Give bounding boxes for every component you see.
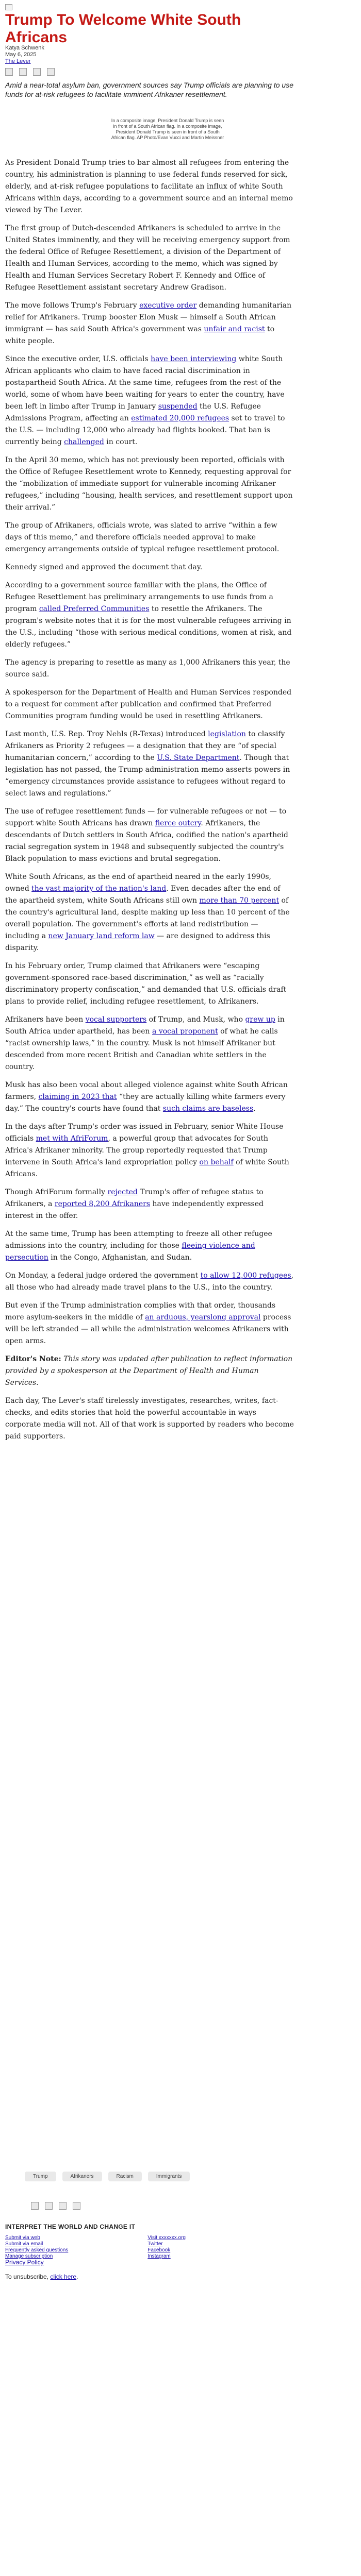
publish-date: May 6, 2025 bbox=[5, 52, 37, 58]
footer bbox=[5, 2223, 294, 2260]
paragraph: In the April 30 memo, which has not previously been reported, officials with the Office of Refugee Resettlement wrote to Kennedy, requesting approval for the “mobilization of immediate support for vulnerable incoming Afrikaner refugees,” including “housing, health services, and resettlement support upon their arrival.” bbox=[5, 456, 293, 512]
inline-link[interactable]: new January land reform law bbox=[48, 932, 155, 940]
visit-site-link[interactable]: Visit xxxxxxx.org bbox=[147, 2235, 186, 2241]
paragraph: Though AfriForum formally rejected Trump's offer of refugee status to Afrikaners, a reported 8,200 Afrikaners have independently expressed interest in the offer. bbox=[5, 1188, 264, 1220]
twitter-icon[interactable] bbox=[45, 2202, 53, 2210]
inline-link[interactable]: suspended bbox=[158, 402, 198, 411]
inline-link[interactable]: reported 8,200 Afrikaners bbox=[54, 1200, 151, 1208]
inline-link[interactable]: fierce outcry bbox=[155, 819, 201, 827]
link-icon[interactable] bbox=[73, 2202, 80, 2210]
paragraph: The move follows Trump's February executive order demanding humanitarian relief for Afrikaners. Trump booster Elon Musk — himself a South African immigrant — has said South Africa's government was unfair and racist to white people. bbox=[5, 301, 292, 345]
inline-link[interactable]: fleeing violence and persecution bbox=[5, 1242, 255, 1262]
paragraph: As President Donald Trump tries to bar almost all refugees from entering the country, his administration is planning to use federal funds reserved for sick, elderly, and at-risk refugee populations to facilitate an influx of white South Africans within days, according to a government source and an internal memo viewed by The Lever. bbox=[5, 159, 293, 214]
inline-link[interactable]: executive order bbox=[139, 301, 197, 310]
article-meta bbox=[5, 45, 44, 65]
paragraph: But even if the Trump administration complies with that order, thousands more asylum-seekers in the middle of an arduous, yearslong approval process will be left stranded — all while the administration welcomes Afrikaners with open arms. bbox=[5, 1301, 291, 1345]
paragraph: The use of refugee resettlement funds — for vulnerable refugees or not — to support white South Africans has drawn fierce outcry. Afrikaners, the descendants of Dutch settlers in South Africa, codified the nation's apartheid racial segregation system in 1948 and subsequently subjected the country's Black population to mass evictions and brutal segregation. bbox=[5, 807, 288, 863]
article-title[interactable]: Trump To Welcome White South Africans bbox=[5, 11, 241, 46]
inline-link[interactable]: have been interviewing bbox=[151, 355, 237, 363]
submit-web-link[interactable]: Submit via web bbox=[5, 2235, 40, 2241]
inline-link[interactable]: met with AfriForum bbox=[36, 1134, 108, 1143]
paragraph: Musk has also been vocal about alleged violence against white South African farmers, claiming in 2023 that “they are actually killing white farmers every day.” The country's courts have found that such claims are baseless. bbox=[5, 1081, 288, 1113]
paragraph: Last month, U.S. Rep. Troy Nehls (R-Texas) introduced legislation to classify Afrikaners as Priority 2 refugees — a designation that they are “of special humanitarian concern,” according to the U.S. State Department. Though that legislation has not passed, the Trump administration memo asserts powers in “emergency circumstances provide assistance to refugees without regard to select laws and regulations.” bbox=[5, 730, 290, 798]
paragraph: The first group of Dutch-descended Afrikaners is scheduled to arrive in the United States imminently, and they will be receiving emergency support from the federal Office of Refugee Resettlement, a division of the Department of Health and Human Services, according to the memo, which was signed by Health and Human Services Secretary Robert F. Kennedy and Office of Refugee Resettlement assistant secretary Andrew Gradison. bbox=[5, 224, 290, 292]
tag-list bbox=[25, 2172, 267, 2181]
inline-link[interactable]: an arduous, yearslong approval bbox=[145, 1313, 261, 1321]
inline-link[interactable]: vocal supporters bbox=[85, 1015, 147, 1024]
unsubscribe-link[interactable]: click here bbox=[50, 2273, 77, 2280]
manage-subscription-link[interactable]: Manage subscription bbox=[5, 2253, 53, 2259]
paragraph: The agency is preparing to resettle as many as 1,000 Afrikaners this year, the source said. bbox=[5, 658, 290, 679]
instagram-link[interactable]: Instagram bbox=[147, 2253, 171, 2259]
inline-link[interactable]: called Preferred Communities bbox=[39, 605, 150, 613]
inline-link[interactable]: on behalf bbox=[199, 1158, 234, 1166]
byline: Katya Schwenk bbox=[5, 45, 44, 51]
footer-left-column bbox=[5, 2235, 68, 2260]
inline-link[interactable]: more than 70 percent bbox=[199, 896, 280, 905]
paragraph: At the same time, Trump has been attempting to freeze all other refugee admissions into the country, including for those fleeing violence and persecution in the Congo, Afghanistan, and Sudan. bbox=[5, 1230, 272, 1262]
footer-title: INTERPRET THE WORLD AND CHANGE IT bbox=[5, 2223, 136, 2230]
article-header bbox=[0, 0, 361, 98]
paragraph: Kennedy signed and approved the document that day. bbox=[5, 563, 203, 571]
link-icon[interactable] bbox=[47, 68, 55, 76]
footer-right-column bbox=[147, 2235, 186, 2260]
paragraph: A spokesperson for the Department of Health and Human Services responded to a request for comment after publication and confirmed that Preferred Communities program funding would be used in resettling Afrikaners. bbox=[5, 688, 292, 720]
tag-racism[interactable]: Racism bbox=[108, 2172, 142, 2181]
paragraph: In his February order, Trump claimed that Afrikaners were “escaping government-sponsored race-based discrimination,” as well as “racially discriminatory property confiscation,” and demanded that U.S. officials draft plans to provide relief, including refugee resettlement, to Afrikaners. bbox=[5, 962, 287, 1006]
inline-link[interactable]: the vast majority of the nation's land bbox=[31, 885, 167, 893]
twitter-link[interactable]: Twitter bbox=[147, 2241, 163, 2247]
inline-link[interactable]: legislation bbox=[208, 730, 246, 738]
paragraph: Since the executive order, U.S. officials have been interviewing white South African applicants who claim to have faced racial discrimination in postapartheid South Africa. At the same time, refugees from the rest of the world, some of whom have been waiting for years to enter the country, have been left in limbo after Trump in January suspended the U.S. Refugee Admissions Program, affecting an estimated 20,000 refugees set to travel to the U.S. — including 12,000 who already had flights booked. That ban is currently being challenged in court. bbox=[5, 355, 285, 446]
privacy-policy bbox=[5, 2259, 44, 2266]
paragraph: Afrikaners have been vocal supporters of Trump, and Musk, who grew up in South Africa under apartheid, has been a vocal proponent of what he calls “racist ownership laws,” in the country. Musk is not himself Afrikaner but descended from more recent British and Canadian white settlers in the country. bbox=[5, 1015, 285, 1071]
faq-link[interactable]: Frequently asked questions bbox=[5, 2247, 69, 2253]
privacy-policy-link[interactable]: Privacy Policy bbox=[5, 2259, 44, 2266]
paragraph: On Monday, a federal judge ordered the government to allow 12,000 refugees, all those who had already made travel plans to the U.S., into the country. bbox=[5, 1272, 294, 1292]
inline-link[interactable]: grew up bbox=[245, 1015, 275, 1024]
inline-link[interactable]: rejected bbox=[107, 1188, 138, 1196]
paragraph: The group of Afrikaners, officials wrote, was slated to arrive “within a few days of this memo,” and therefore officials needed approval to make emergency arrangements outside of typical refugee resettlement protocol. bbox=[5, 521, 280, 553]
email-icon[interactable] bbox=[33, 68, 41, 76]
facebook-icon[interactable] bbox=[5, 68, 13, 76]
inline-link[interactable]: unfair and racist bbox=[204, 325, 265, 333]
image-caption: In a composite image, President Donald Trump is seen in front of a South African flag. In a composite image, President Donald Trump is seen in front of a South African flag. AP Photo/Evan Vucci and Martin Meissner bbox=[111, 118, 224, 140]
tag-immigrants[interactable]: Immigrants bbox=[148, 2172, 190, 2181]
tag-trump[interactable]: Trump bbox=[25, 2172, 56, 2181]
image-placeholder-icon bbox=[5, 4, 12, 10]
article-body bbox=[5, 157, 294, 1449]
editors-note: Editor's Note: This story was updated after publication to reflect information provided by a spokesperson at the Department of Health and Human Services. bbox=[5, 1355, 293, 1387]
inline-link[interactable]: a vocal proponent bbox=[152, 1027, 218, 1036]
submit-email-link[interactable]: Submit via email bbox=[5, 2241, 43, 2247]
outlet-link[interactable]: The Lever bbox=[5, 58, 31, 64]
editors-note-label: Editor's Note: bbox=[5, 1355, 61, 1363]
inline-link[interactable]: to allow 12,000 refugees bbox=[200, 1272, 291, 1280]
unsubscribe-line: To unsubscribe, click here. bbox=[5, 2273, 78, 2280]
bottom-share-bar bbox=[31, 2202, 80, 2210]
paragraph: White South Africans, as the end of apartheid neared in the early 1990s, owned the vast majority of the nation's land. Even decades after the end of the apartheid system, white South Africans still own more than 70 percent of the country's agricultural land, despite making up less than 10 percent of the overall population. The government's efforts at land redistribution — including a new January land reform law — are designed to address this disparity. bbox=[5, 873, 290, 952]
twitter-icon[interactable] bbox=[19, 68, 27, 76]
inline-link[interactable]: estimated 20,000 refugees bbox=[131, 414, 229, 422]
article-dek: Amid a near-total asylum ban, government sources say Trump officials are planning to use funds for at-risk refugees to facilitate imminent Afrikaner resettlement. bbox=[5, 81, 293, 98]
facebook-icon[interactable] bbox=[31, 2202, 39, 2210]
facebook-link[interactable]: Facebook bbox=[147, 2247, 171, 2253]
paragraph: In the days after Trump's order was issued in February, senior White House officials met with AfriForum, a powerful group that advocates for South Africa's Afrikaner minority. The group reportedly requested that Trump intervene in South Africa's land expropriation policy on behalf of white South Africans. bbox=[5, 1123, 289, 1178]
share-bar bbox=[5, 68, 55, 76]
tag-afrikaners[interactable]: Afrikaners bbox=[62, 2172, 102, 2181]
support-appeal: Each day, The Lever's staff tirelessly investigates, researches, writes, fact-checks, and edits stories that hold the powerful accountable in ways corporate media will not. All of that work is supported by readers who become paid supporters. bbox=[5, 1397, 294, 1440]
inline-link[interactable]: U.S. State Department bbox=[157, 754, 240, 762]
footer-links bbox=[5, 2235, 186, 2260]
inline-link[interactable]: such claims are baseless bbox=[162, 1105, 254, 1113]
inline-link[interactable]: challenged bbox=[64, 438, 104, 446]
email-icon[interactable] bbox=[59, 2202, 67, 2210]
paragraph: According to a government source familiar with the plans, the Office of Refugee Resettlement has preliminary arrangements to use funds from a program called Preferred Communities to resettle the Afrikaners. The program's website notes that it is for the most vulnerable refugees arriving in the U.S., including “those with serious medical conditions, women at risk, and elderly refugees.” bbox=[5, 581, 292, 649]
inline-link[interactable]: claiming in 2023 that bbox=[38, 1093, 117, 1101]
